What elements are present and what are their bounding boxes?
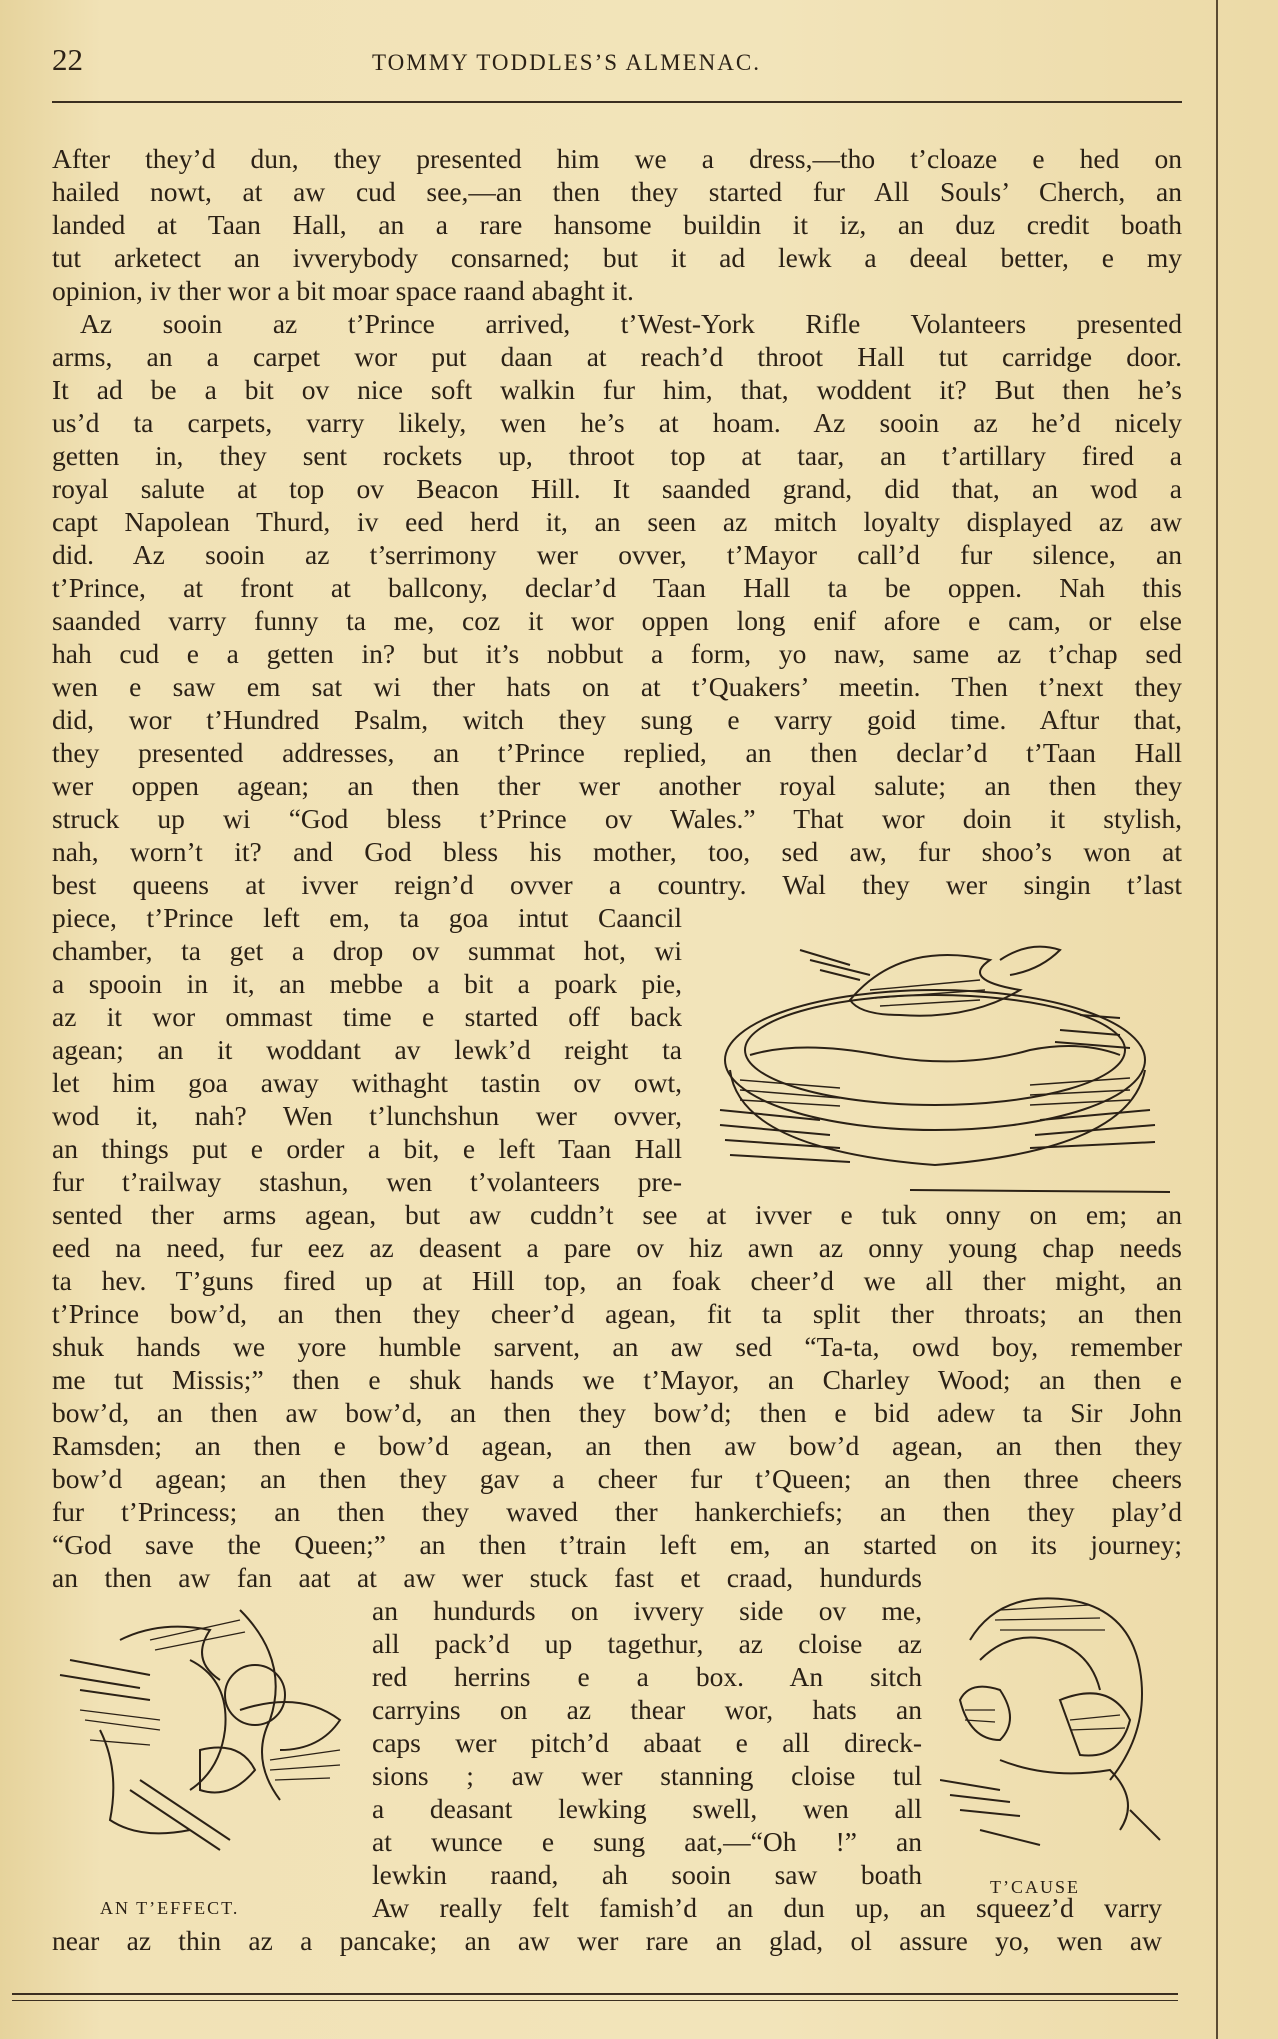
text-line: best queens at ivver reign’d ovver a country. Wal they wer singin t’last bbox=[52, 869, 1182, 900]
text-line: shuk hands we yore humble sarvent, an aw sed “Ta-ta, owd boy, remember bbox=[52, 1331, 1182, 1362]
text-line: near az thin az a pancake; an aw wer rare an glad, ol assure yo, wen aw bbox=[52, 1925, 1162, 1956]
text-line: t’Prince bow’d, an then they cheer’d agean, fit ta split ther throats; an then bbox=[52, 1298, 1182, 1329]
text-line: Az sooin az t’Prince arrived, t’West-York Rifle Volanteers presented bbox=[80, 308, 1182, 339]
text-line: Aw really felt famish’d an dun up, an squeez’d varry bbox=[372, 1892, 1162, 1923]
header-rule bbox=[52, 101, 1182, 103]
text-line: nah, worn’t it? and God bless his mother, too, sed aw, fur shoo’s won at bbox=[52, 836, 1182, 867]
text-line: getten in, they sent rockets up, throot top at taar, an t’artillary fired a bbox=[52, 440, 1182, 471]
text-line: “God save the Queen;” an then t’train left em, an started on its journey; bbox=[52, 1529, 1182, 1560]
pork-pie-illustration bbox=[700, 920, 1170, 1195]
text-line: opinion, iv ther wor a bit moar space raand abaght it. bbox=[52, 275, 634, 306]
text-line: arms, an a carpet wor put daan at reach’d throot Hall tut carridge door. bbox=[52, 341, 1182, 372]
text-line: bow’d, an then aw bow’d, an then they bow’d; then e bid adew ta Sir John bbox=[52, 1397, 1182, 1428]
text-line: ta hev. T’guns fired up at Hill top, an foak cheer’d we all ther might, an bbox=[52, 1265, 1182, 1296]
text-line: fur t’Princess; an then they waved ther hankerchiefs; an then they play’d bbox=[52, 1496, 1182, 1527]
text-line: at wunce e sung aat,—“Oh !” an bbox=[372, 1826, 922, 1857]
text-line: a spooin in it, an mebbe a bit a poark pie, bbox=[52, 968, 682, 999]
text-line: piece, t’Prince left em, ta goa intut Caancil bbox=[52, 902, 682, 933]
caption-effect: AN T’EFFECT. bbox=[100, 1898, 240, 1918]
text-line: Ramsden; an then e bow’d agean, an then aw bow’d agean, an then they bbox=[52, 1430, 1182, 1461]
text-line: lewkin raand, ah sooin saw boath bbox=[372, 1859, 922, 1890]
text-line: us’d ta carpets, varry likely, wen he’s at hoam. Az sooin az he’d nicely bbox=[52, 407, 1182, 438]
text-line: they presented addresses, an t’Prince replied, an then declar’d t’Taan Hall bbox=[52, 737, 1182, 768]
text-line: hailed nowt, at aw cud see,—an then they started fur All Souls’ Cherch, an bbox=[52, 176, 1182, 207]
text-line: carryins on az thear wor, hats an bbox=[372, 1694, 922, 1725]
text-line: wen e saw em sat wi ther hats on at t’Quakers’ meetin. Then t’next they bbox=[52, 671, 1182, 702]
text-line: chamber, ta get a drop ov summat hot, wi bbox=[52, 935, 682, 966]
page-edge-rule bbox=[1216, 0, 1218, 2039]
text-line: az it wor ommast time e started off back bbox=[52, 1001, 682, 1032]
text-line: agean; an it woddant av lewk’d reight ta bbox=[52, 1034, 682, 1065]
text-line: a deasant lewking swell, wen all bbox=[372, 1793, 922, 1824]
caption-cause: T’CAUSE bbox=[990, 1877, 1080, 1897]
text-line: did. Az sooin az t’serrimony wer ovver, t’Mayor call’d fur silence, an bbox=[52, 539, 1182, 570]
text-line: did, wor t’Hundred Psalm, witch they sung e varry goid time. Aftur that, bbox=[52, 704, 1182, 735]
text-line: wer oppen agean; an then ther wer another royal salute; an then they bbox=[52, 770, 1182, 801]
text-line: red herrins e a box. An sitch bbox=[372, 1661, 922, 1692]
text-line: royal salute at top ov Beacon Hill. It saanded grand, did that, an wod a bbox=[52, 473, 1182, 504]
text-line: struck up wi “God bless t’Prince ov Wales.” That wor doin it stylish, bbox=[52, 803, 1182, 834]
text-line: After they’d dun, they presented him we a dress,—tho t’cloaze e hed on bbox=[52, 143, 1182, 174]
text-line: an things put e order a bit, e left Taan Hall bbox=[52, 1133, 682, 1164]
running-title: TOMMY TODDLES’S ALMENAC. bbox=[372, 50, 761, 75]
text-line: capt Napolean Thurd, iv eed herd it, an seen az mitch loyalty displayed az aw bbox=[52, 506, 1182, 537]
text-line: fur t’railway stashun, wen t’volanteers pre- bbox=[52, 1166, 682, 1197]
text-line: eed na need, fur eez az deasent a pare ov hiz awn az onny young chap needs bbox=[52, 1232, 1182, 1263]
text-line: It ad be a bit ov nice soft walkin fur him, that, woddent it? But then he’s bbox=[52, 374, 1182, 405]
text-line: all pack’d up tagethur, az cloise az bbox=[372, 1628, 922, 1659]
text-line: sions ; aw wer stanning cloise tul bbox=[372, 1760, 922, 1791]
footer-rule bbox=[12, 1993, 1178, 1995]
page-header bbox=[52, 38, 1182, 84]
text-line: let him goa away withaght tastin ov owt, bbox=[52, 1067, 682, 1098]
text-line: an then aw fan aat at aw wer stuck fast et craad, hundurds bbox=[52, 1562, 922, 1593]
text-line: landed at Taan Hall, an a rare hansome buildin it iz, an duz credit boath bbox=[52, 209, 1182, 240]
text-line: bow’d agean; an then they gav a cheer fur t’Queen; an then three cheers bbox=[52, 1463, 1182, 1494]
footer-rule-thin bbox=[12, 2000, 1178, 2001]
text-line: an hundurds on ivvery side ov me, bbox=[372, 1595, 922, 1626]
text-line: hah cud e a getten in? but it’s nobbut a form, yo naw, same az t’chap sed bbox=[52, 638, 1182, 669]
text-line: saanded varry funny ta me, coz it wor oppen long enif afore e cam, or else bbox=[52, 605, 1182, 636]
page-number: 22 bbox=[52, 42, 83, 77]
text-line: caps wer pitch’d abaat e all direck- bbox=[372, 1727, 922, 1758]
text-line: sented ther arms agean, but aw cuddn’t see at ivver e tuk onny on em; an bbox=[52, 1199, 1182, 1230]
effect-illustration bbox=[40, 1600, 360, 1870]
cause-illustration bbox=[940, 1580, 1170, 1880]
text-line: wod it, nah? Wen t’lunchshun wer ovver, bbox=[52, 1100, 682, 1131]
text-line: t’Prince, at front at ballcony, declar’d Taan Hall ta be oppen. Nah this bbox=[52, 572, 1182, 603]
text-line: tut arketect an ivverybody consarned; but it ad lewk a deeal better, e my bbox=[52, 242, 1182, 273]
text-line: me tut Missis;” then e shuk hands we t’Mayor, an Charley Wood; an then e bbox=[52, 1364, 1182, 1395]
